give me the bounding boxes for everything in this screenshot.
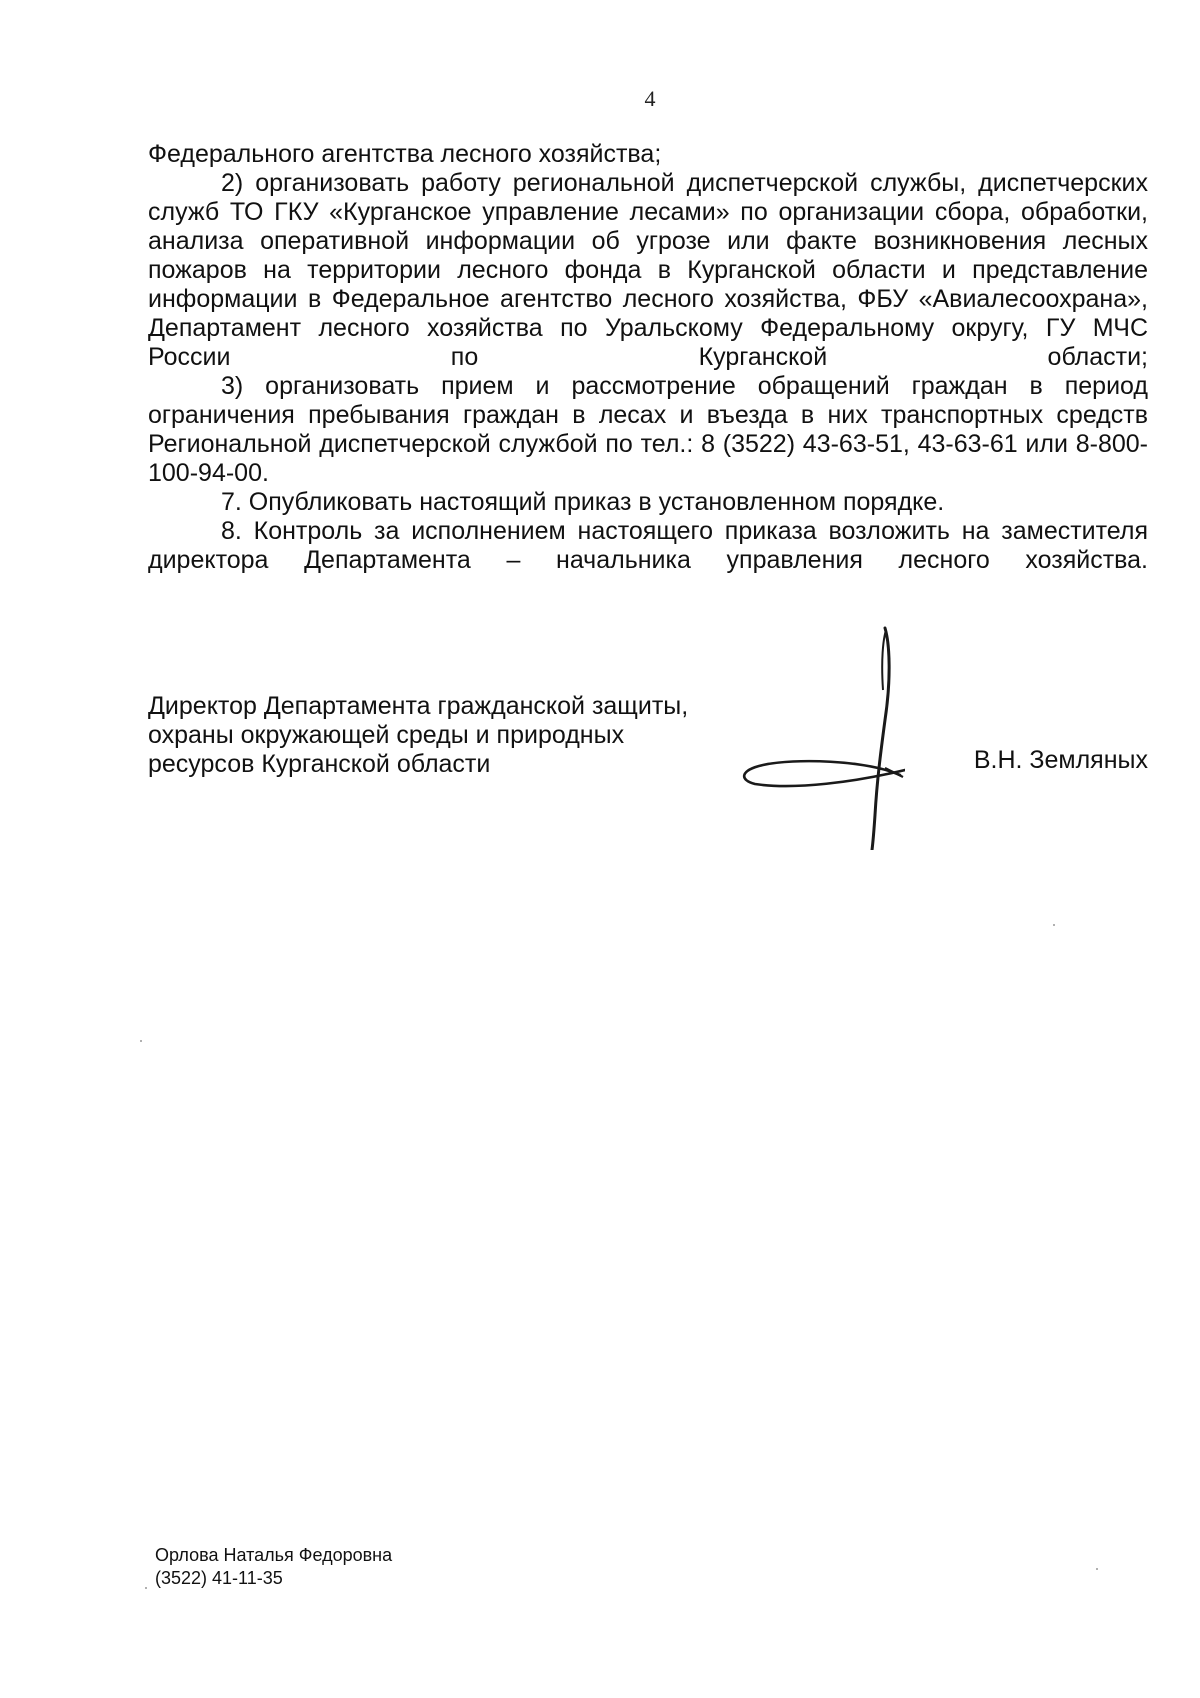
scan-speck [1096, 1568, 1098, 1570]
paragraph-item-7: 7. Опубликовать настоящий приказ в установленном порядке. [221, 488, 945, 516]
signer-name: В.Н. Земляных [973, 746, 1148, 774]
document-body [148, 140, 1148, 575]
executor-phone: (3522) 41-11-35 [155, 1568, 283, 1588]
signatory-position [148, 692, 748, 779]
paragraph-item-8: 8. Контроль за исполнением настоящего приказа возложить на заместителя директора Департамента – начальника управления лесного хозяйства. [148, 517, 1148, 574]
position-line: охраны окружающей среды и природных [148, 721, 625, 749]
paragraph-item-2: 2) организовать работу региональной диспетчерской службы, диспетчерских служб ТО ГКУ «Курганское управление лесами» по организации сбора, обработки, анализа оперативной информации об угрозе или факте возникновения лесных пожаров на территории лесного фонда в Курганской области и представление информации в Федеральное агентство лесного хозяйства, ФБУ «Авиалесоохрана», Департамент лесного хозяйства по Уральскому Федеральному округу, ГУ МЧС России по Курганской области; [148, 169, 1148, 371]
page-number: 4 [644, 86, 656, 111]
paragraph-continuation: Федерального агентства лесного хозяйства; [148, 140, 662, 168]
paragraph-item-3: 3) организовать прием и рассмотрение обращений граждан в период ограничения пребывания граждан в лесах и въезда в них транспортных средств Региональной диспетчерской службой по тел.: 8 (3522) 43-63-51, 43-63-61 или 8-800-100-94-00. [148, 372, 1148, 487]
handwritten-signature [735, 620, 905, 850]
executor-contact [155, 1544, 392, 1590]
position-line: ресурсов Курганской области [148, 750, 491, 778]
scan-speck [145, 1587, 147, 1589]
executor-name: Орлова Наталья Федоровна [155, 1545, 393, 1565]
scan-speck [1053, 924, 1055, 926]
position-line: Директор Департамента гражданской защиты, [148, 692, 689, 720]
scan-speck [140, 1040, 142, 1042]
